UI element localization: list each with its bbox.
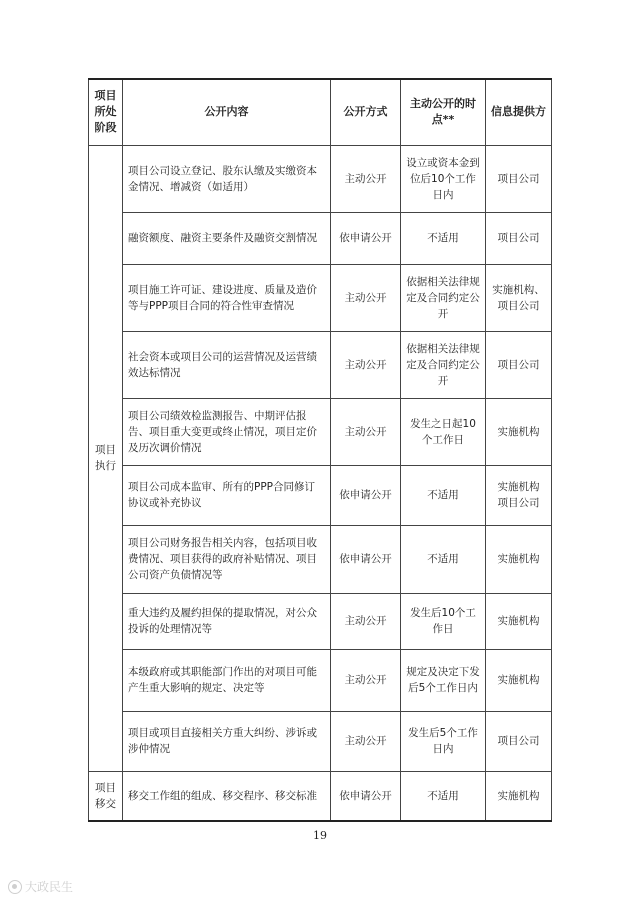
method-cell: 主动公开	[331, 331, 401, 398]
provider-cell: 实施机构	[486, 398, 552, 465]
content-cell: 项目公司设立登记、股东认缴及实缴资本金情况、增减资（如适用）	[123, 145, 331, 212]
table-row	[89, 212, 552, 264]
table-row	[89, 331, 552, 398]
table-row	[89, 465, 552, 525]
table-row	[89, 398, 552, 465]
content-cell: 本级政府或其职能部门作出的对项目可能产生重大影响的规定、决定等	[123, 649, 331, 711]
table-row	[89, 525, 552, 593]
table-row	[89, 264, 552, 331]
content-cell: 融资额度、融资主要条件及融资交割情况	[123, 212, 331, 264]
stage-cell: 项目执行	[89, 145, 123, 771]
provider-cell: 项目公司	[486, 711, 552, 771]
table-row	[89, 649, 552, 711]
provider-cell: 实施机构	[486, 649, 552, 711]
page-number: 19	[313, 829, 327, 842]
content-cell: 项目施工许可证、建设进度、质量及造价等与PPP项目合同的符合性审查情况	[123, 264, 331, 331]
timing-cell: 设立或资本金到位后10个工作日内	[401, 145, 486, 212]
table-row	[89, 145, 552, 212]
header-timing: 主动公开的时点**	[401, 79, 486, 145]
table-row	[89, 771, 552, 821]
stage-cell: 项目移交	[89, 771, 123, 821]
content-cell: 项目公司成本监审、所有的PPP合同修订协议或补充协议	[123, 465, 331, 525]
provider-cell: 实施机构	[486, 771, 552, 821]
provider-cell: 实施机构	[486, 593, 552, 649]
provider-cell: 实施机构、项目公司	[486, 264, 552, 331]
header-row	[89, 79, 552, 145]
timing-cell: 发生之日起10个工作日	[401, 398, 486, 465]
content-cell: 移交工作组的组成、移交程序、移交标准	[123, 771, 331, 821]
method-cell: 主动公开	[331, 593, 401, 649]
method-cell: 主动公开	[331, 398, 401, 465]
content-cell: 项目公司绩效检监测报告、中期评估报告、项目重大变更或终止情况，项目定价及历次调价情况	[123, 398, 331, 465]
timing-cell: 依据相关法律规定及合同约定公开	[401, 264, 486, 331]
method-cell: 依申请公开	[331, 465, 401, 525]
method-cell: 主动公开	[331, 711, 401, 771]
provider-cell: 实施机构 项目公司	[486, 465, 552, 525]
timing-cell: 发生后5个工作日内	[401, 711, 486, 771]
disclosure-table	[88, 78, 552, 822]
header-provider: 信息提供方	[486, 79, 552, 145]
content-cell: 项目公司财务报告相关内容，包括项目收费情况、项目获得的政府补贴情况、项目公司资产负债情况等	[123, 525, 331, 593]
method-cell: 主动公开	[331, 649, 401, 711]
header-stage: 项目所处阶段	[89, 79, 123, 145]
method-cell: 主动公开	[331, 264, 401, 331]
watermark-logo-icon	[8, 880, 22, 894]
provider-cell: 项目公司	[486, 212, 552, 264]
provider-cell: 实施机构	[486, 525, 552, 593]
header-method: 公开方式	[331, 79, 401, 145]
content-cell: 项目或项目直接相关方重大纠纷、涉诉或涉仲情况	[123, 711, 331, 771]
table-row	[89, 711, 552, 771]
method-cell: 依申请公开	[331, 525, 401, 593]
timing-cell: 不适用	[401, 771, 486, 821]
provider-cell: 项目公司	[486, 145, 552, 212]
method-cell: 依申请公开	[331, 771, 401, 821]
timing-cell: 不适用	[401, 525, 486, 593]
timing-cell: 依据相关法律规定及合同约定公开	[401, 331, 486, 398]
watermark	[8, 878, 73, 895]
timing-cell: 发生后10个工作日	[401, 593, 486, 649]
method-cell: 依申请公开	[331, 212, 401, 264]
timing-cell: 不适用	[401, 465, 486, 525]
method-cell: 主动公开	[331, 145, 401, 212]
watermark-text: 大政民生	[25, 880, 74, 894]
timing-cell: 规定及决定下发后5个工作日内	[401, 649, 486, 711]
provider-cell: 项目公司	[486, 331, 552, 398]
header-content: 公开内容	[123, 79, 331, 145]
content-cell: 重大违约及履约担保的提取情况，对公众投诉的处理情况等	[123, 593, 331, 649]
content-cell: 社会资本或项目公司的运营情况及运营绩效达标情况	[123, 331, 331, 398]
timing-cell: 不适用	[401, 212, 486, 264]
table-row	[89, 593, 552, 649]
